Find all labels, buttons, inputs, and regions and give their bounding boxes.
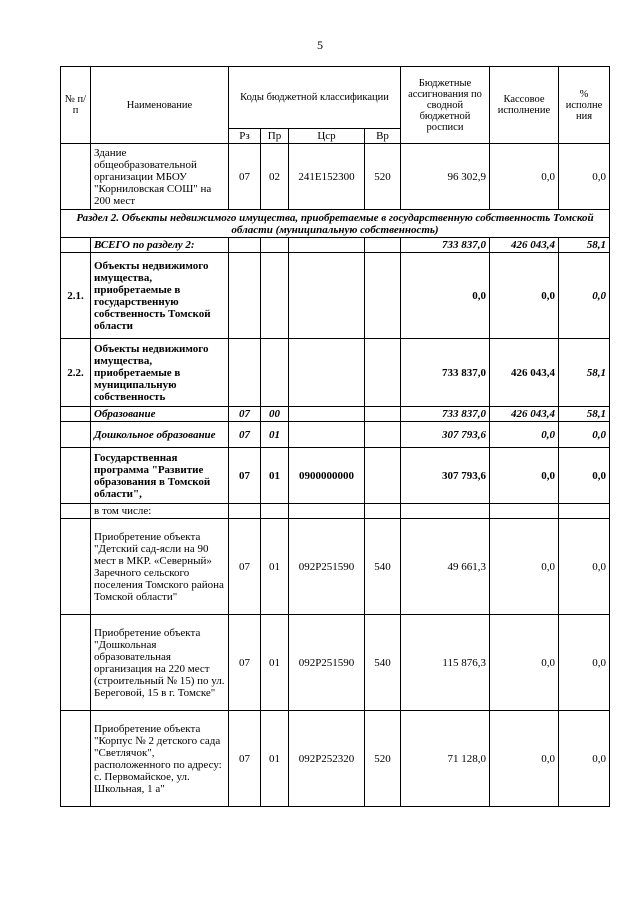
table-row (61, 422, 610, 448)
row-pr: 01 (261, 615, 289, 711)
row-num: 2.1. (61, 253, 91, 339)
header-appropriations: Бюджетные ассигнования по сводной бюджетной росписи (401, 67, 490, 144)
header-csr: Цср (289, 129, 365, 144)
table-row (61, 144, 610, 210)
page-number: 5 (317, 38, 323, 52)
row-percent: 58,1 (559, 407, 610, 422)
row-cash: 0,0 (490, 448, 559, 504)
row-percent: 0,0 (559, 253, 610, 339)
row-cash: 0,0 (490, 422, 559, 448)
row-percent: 0,0 (559, 144, 610, 210)
row-name: Образование (91, 407, 229, 422)
total-row (61, 238, 610, 253)
row-rz: 07 (229, 448, 261, 504)
row-name: Приобретение объекта "Детский сад-ясли на 90 мест в МКР. «Северный» Заречного сельского поселения Томского района Томской области" (91, 519, 229, 615)
header-vr: Вр (365, 129, 401, 144)
table-row (61, 339, 610, 407)
table-row (61, 615, 610, 711)
total-amount: 733 837,0 (401, 238, 490, 253)
row-pr: 00 (261, 407, 289, 422)
row-csr: 092P252320 (289, 711, 365, 807)
row-pr: 01 (261, 711, 289, 807)
row-cash: 0,0 (490, 615, 559, 711)
row-amount: 307 793,6 (401, 448, 490, 504)
row-num: 2.2. (61, 339, 91, 407)
row-percent: 0,0 (559, 422, 610, 448)
row-vr: 540 (365, 615, 401, 711)
header-cash: Кассовое исполнение (490, 67, 559, 144)
row-vr: 520 (365, 144, 401, 210)
row-name: Приобретение объекта "Корпус № 2 детского сада "Светлячок", расположенного по адресу: с. Первомайское, ул. Школьная, 1 а" (91, 711, 229, 807)
header-name: Наименование (91, 67, 229, 144)
row-amount: 0,0 (401, 253, 490, 339)
row-cash: 0,0 (490, 144, 559, 210)
row-rz: 07 (229, 519, 261, 615)
header-num: № п/п (61, 67, 91, 144)
row-csr: 241Е152300 (289, 144, 365, 210)
row-name: Объекты недвижимого имущества, приобретаемые в государственную собственность Томской области (91, 253, 229, 339)
row-name: Государственная программа "Развитие образования в Томской области", (91, 448, 229, 504)
row-cash: 426 043,4 (490, 339, 559, 407)
row-cash: 0,0 (490, 253, 559, 339)
table-row (61, 519, 610, 615)
header-row (61, 67, 610, 129)
row-vr: 540 (365, 519, 401, 615)
row-csr: 0900000000 (289, 448, 365, 504)
row-csr: 092P251590 (289, 615, 365, 711)
row-percent: 0,0 (559, 519, 610, 615)
section-row (61, 210, 610, 238)
row-cash: 0,0 (490, 519, 559, 615)
total-cash: 426 043,4 (490, 238, 559, 253)
table-row (61, 504, 610, 519)
header-percent: % исполне ния (559, 67, 610, 144)
row-amount: 307 793,6 (401, 422, 490, 448)
row-amount: 96 302,9 (401, 144, 490, 210)
row-amount: 733 837,0 (401, 339, 490, 407)
row-rz: 07 (229, 615, 261, 711)
row-rz: 07 (229, 144, 261, 210)
table-row (61, 711, 610, 807)
row-name: Приобретение объекта "Дошкольная образовательная организация на 220 мест (строительный № 15) по ул. Береговой, 15 в г. Томске" (91, 615, 229, 711)
row-amount: 733 837,0 (401, 407, 490, 422)
row-rz: 07 (229, 422, 261, 448)
total-label: ВСЕГО по разделу 2: (91, 238, 229, 253)
table-row (61, 448, 610, 504)
row-rz: 07 (229, 407, 261, 422)
row-name: Дошкольное образование (91, 422, 229, 448)
row-amount: 71 128,0 (401, 711, 490, 807)
row-csr: 092P251590 (289, 519, 365, 615)
section-title: Раздел 2. Объекты недвижимого имущества, приобретаемые в государственную собственность Томской области (муниципальную собственность) (61, 210, 610, 238)
header-codes: Коды бюджетной классификации (229, 67, 401, 129)
row-percent: 0,0 (559, 448, 610, 504)
row-name: в том числе: (91, 504, 229, 519)
row-pr: 01 (261, 422, 289, 448)
total-percent: 58,1 (559, 238, 610, 253)
row-pr: 01 (261, 448, 289, 504)
table-row (61, 253, 610, 339)
row-rz: 07 (229, 711, 261, 807)
row-percent: 0,0 (559, 615, 610, 711)
row-pr: 01 (261, 519, 289, 615)
row-cash: 426 043,4 (490, 407, 559, 422)
header-pr: Пр (261, 129, 289, 144)
budget-table (60, 66, 610, 807)
row-cash: 0,0 (490, 711, 559, 807)
row-vr: 520 (365, 711, 401, 807)
table-row (61, 407, 610, 422)
row-amount: 115 876,3 (401, 615, 490, 711)
row-pr: 02 (261, 144, 289, 210)
row-percent: 0,0 (559, 711, 610, 807)
row-name: Объекты недвижимого имущества, приобретаемые в муниципальную собственность (91, 339, 229, 407)
row-percent: 58,1 (559, 339, 610, 407)
header-rz: Рз (229, 129, 261, 144)
row-amount: 49 661,3 (401, 519, 490, 615)
row-name: Здание общеобразовательной организации МБОУ "Корниловская СОШ" на 200 мест (91, 144, 229, 210)
